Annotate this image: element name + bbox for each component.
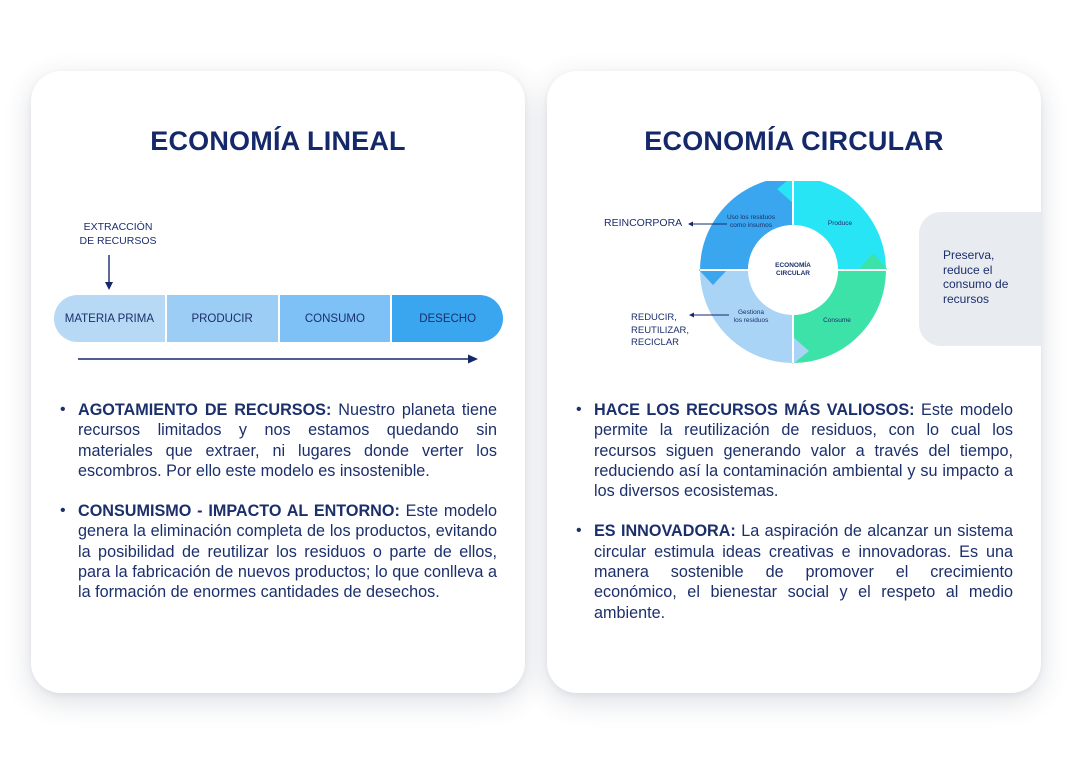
bullet-text: Nuestro planeta tiene recursos limitados y nos estamos quedando sin materiales que extraer, ni lugares donde verter los escombros. Por ello este modelo es insostenible. xyxy=(78,401,497,480)
bullet-heading: HACE LOS RECURSOS MÁS VALIOSOS: xyxy=(594,401,915,419)
segment-label-gestiona-line1: Gestiona xyxy=(737,309,765,316)
segment-label-produce: Produce xyxy=(827,220,853,227)
list-item xyxy=(59,400,497,481)
linear-economy-card xyxy=(31,71,525,693)
bullet-text: Este modelo permite la reutilización de residuos, con lo cual los recursos siguen generando valor a través del tiempo, reduciendo así la contaminación ambiental y su impacto a los diversos ecosistemas. xyxy=(594,401,1013,501)
right-arrow-icon xyxy=(78,353,480,365)
reutilizar-line: REUTILIZAR, xyxy=(631,324,690,336)
bullet-heading: AGOTAMIENTO DE RECURSOS: xyxy=(78,401,332,419)
flow-step-raw-material: MATERIA PRIMA xyxy=(54,295,167,342)
flow-step-consumption: CONSUMO xyxy=(280,295,393,342)
bullet-text: Este modelo genera la eliminación completa de los productos, evitando la posibilidad de reutilizar los residuos o parte de ellos, para la fabricación de nuevos productos; lo que conlleva a la formación de enormes cantidades de desechos. xyxy=(78,502,497,602)
bullet-text: La aspiración de alcanzar un sistema circular estimula ideas creativas e innovadoras. Es una manera sostenible de promover el crecimiento económico, el bienestar social y el respeto al medio ambiente. xyxy=(594,522,1013,622)
linear-economy-title: ECONOMÍA LINEAL xyxy=(150,126,406,156)
segment-label-uso-line1: Uso los residuos xyxy=(726,214,776,221)
extraction-label-line1: EXTRACCIÓN xyxy=(83,221,153,233)
circular-economy-diagram xyxy=(547,181,1041,381)
flow-step-produce: PRODUCIR xyxy=(167,295,280,342)
list-item xyxy=(575,400,1013,501)
reducir-line: REDUCIR, xyxy=(631,312,677,323)
reincorpora-arrow-head xyxy=(688,222,693,227)
flow-step-waste: DESECHO xyxy=(392,295,503,342)
extraction-label xyxy=(73,220,163,248)
reciclar-line: RECICLAR xyxy=(631,337,680,348)
center-label-line2: CIRCULAR xyxy=(776,270,810,277)
segment-label-gestiona-line2: los residuos xyxy=(733,317,769,324)
circular-economy-title: ECONOMÍA CIRCULAR xyxy=(644,126,944,156)
bullet-heading: CONSUMISMO - IMPACTO AL ENTORNO: xyxy=(78,502,400,521)
reincorpora-label: REINCORPORA xyxy=(604,217,683,229)
linear-bullet-list xyxy=(59,400,497,623)
down-arrow-icon xyxy=(103,255,115,291)
center-label-line1: ECONOMÍA xyxy=(775,262,811,269)
circular-bullet-list xyxy=(575,400,1013,643)
bullet-heading: ES INNOVADORA: xyxy=(594,522,736,541)
segment-label-uso-line2: como insumos xyxy=(730,222,772,229)
list-item xyxy=(59,501,497,602)
list-item xyxy=(575,521,1013,622)
extraction-label-line2: DE RECURSOS xyxy=(79,235,157,247)
linear-flow-bar xyxy=(54,295,503,342)
circular-economy-card xyxy=(547,71,1041,693)
reducir-arrow-head xyxy=(689,313,694,318)
segment-label-consume: Consume xyxy=(823,317,851,324)
side-info-text: Preserva, reduce el consumo de recursos xyxy=(943,248,1009,306)
